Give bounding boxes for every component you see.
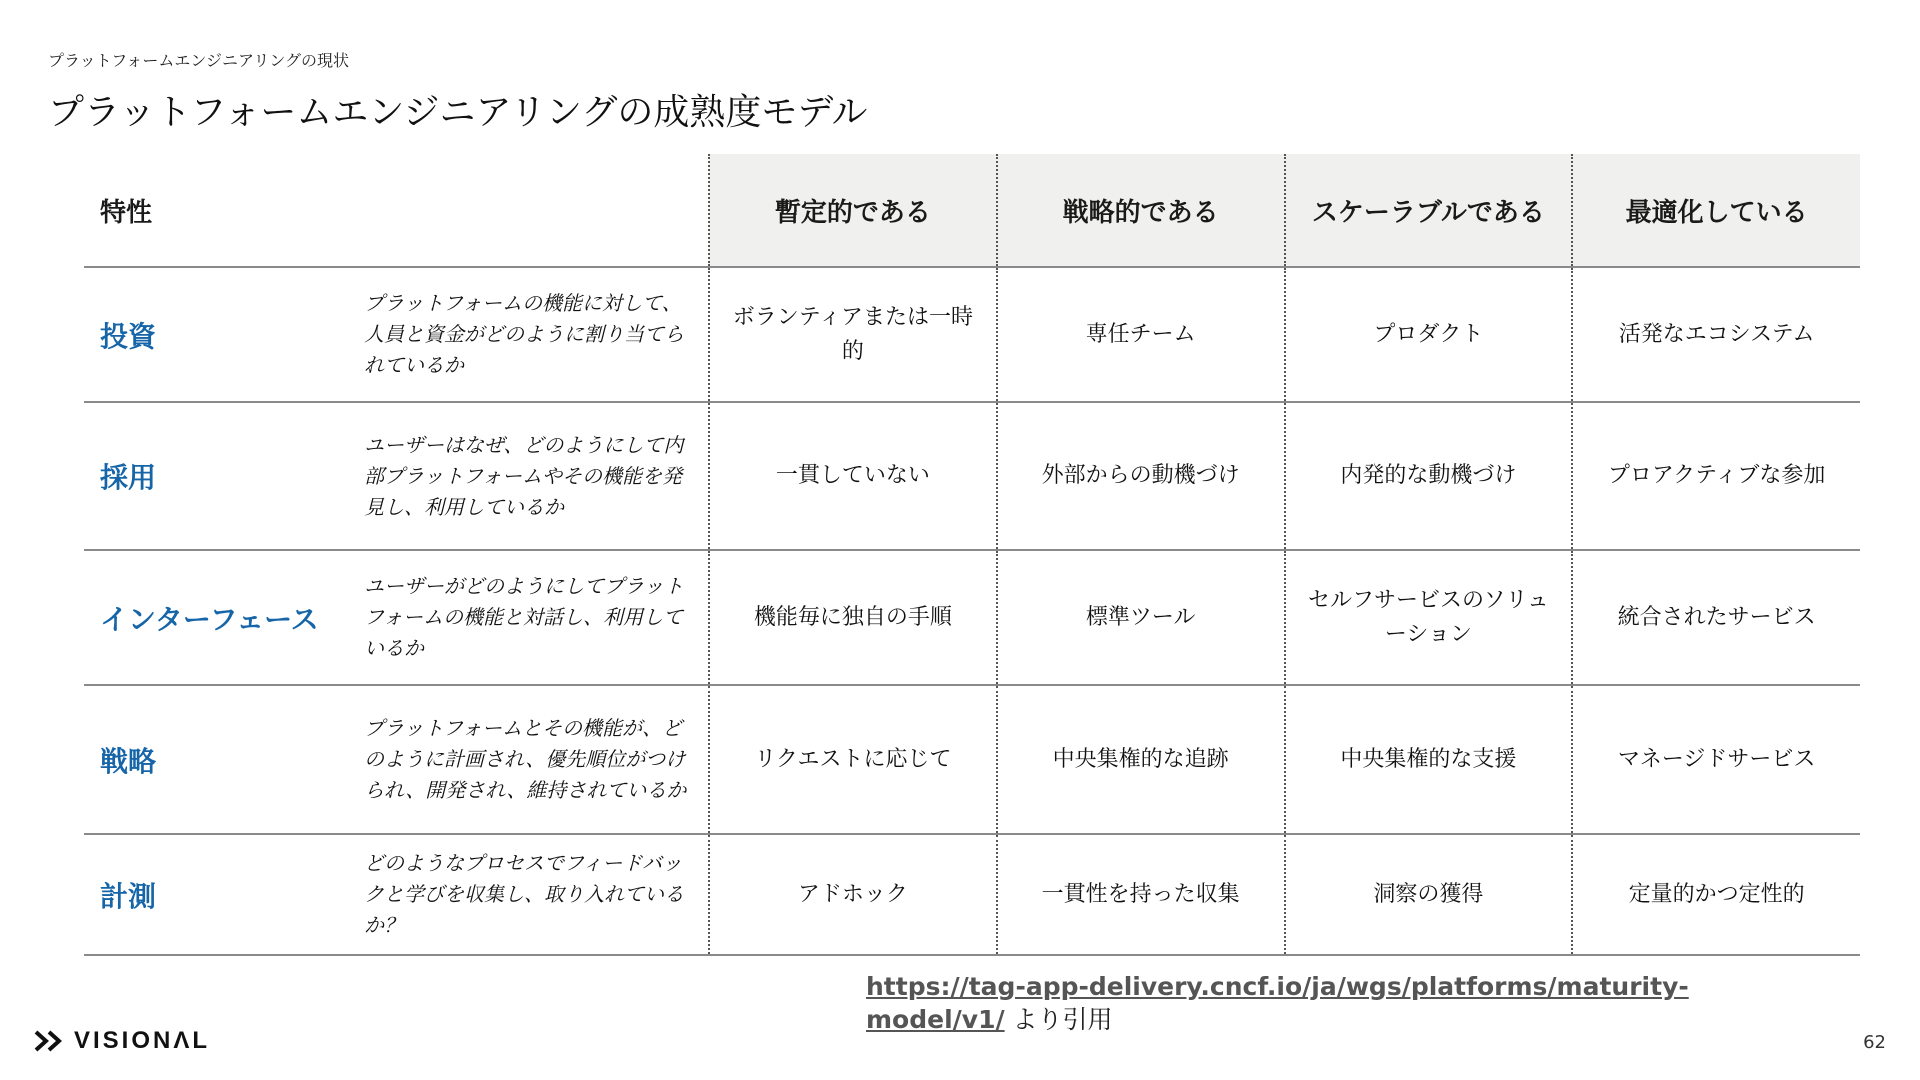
- table-cell: 一貫性を持った収集: [997, 834, 1285, 955]
- table-cell: アドホック: [709, 834, 997, 955]
- header-characteristic: 特性: [84, 154, 709, 267]
- breadcrumb: プラットフォームエンジニアリングの現状: [48, 51, 350, 70]
- header-level-operational: 戦略的である: [997, 154, 1285, 267]
- page-number: 62: [1863, 1032, 1886, 1053]
- source-citation: [866, 970, 1826, 1036]
- row-description: どのようなプロセスでフィードバックと学びを収集し、取り入れているか？: [364, 834, 709, 955]
- table-header-row: [84, 154, 1860, 267]
- table-row-investment: [84, 267, 1860, 402]
- header-level-optimizing: 最適化している: [1572, 154, 1860, 267]
- logo-text: VISIONΛL: [74, 1027, 211, 1054]
- row-description: プラットフォームとその機能が、どのように計画され、優先順位がつけられ、開発され、維持されているか: [364, 685, 709, 834]
- table-cell: 内発的な動機づけ: [1285, 402, 1573, 550]
- visional-logo: [34, 1027, 210, 1055]
- row-description: プラットフォームの機能に対して、人員と資金がどのように割り当てられているか: [364, 267, 709, 402]
- page-title: プラットフォームエンジニアリングの成熟度モデル: [48, 92, 868, 133]
- table-cell: 専任チーム: [997, 267, 1285, 402]
- row-label: 計測: [84, 834, 364, 955]
- table-cell: マネージドサービス: [1572, 685, 1860, 834]
- table-cell: ボランティアまたは一時的: [709, 267, 997, 402]
- table-cell: 活発なエコシステム: [1572, 267, 1860, 402]
- table-cell: 標準ツール: [997, 550, 1285, 685]
- maturity-model-table: [84, 154, 1860, 956]
- table-cell: 定量的かつ定性的: [1572, 834, 1860, 955]
- header-level-provisional: 暫定的である: [709, 154, 997, 267]
- table-cell: プロダクト: [1285, 267, 1573, 402]
- table-row-measurement: [84, 834, 1860, 955]
- row-label: インターフェース: [84, 550, 364, 685]
- row-label: 投資: [84, 267, 364, 402]
- table-cell: 中央集権的な追跡: [997, 685, 1285, 834]
- table-cell: プロアクティブな参加: [1572, 402, 1860, 550]
- table-row-interfaces: [84, 550, 1860, 685]
- source-link[interactable]: https://tag-app-delivery.cncf.io/ja/wgs/platforms/maturity-model/v1/: [866, 972, 1689, 1034]
- source-suffix: より引用: [1004, 1005, 1113, 1034]
- table-cell: 統合されたサービス: [1572, 550, 1860, 685]
- table-row-adoption: [84, 402, 1860, 550]
- header-level-scalable: スケーラブルである: [1285, 154, 1573, 267]
- table-row-operations: [84, 685, 1860, 834]
- row-description: ユーザーがどのようにしてプラットフォームの機能と対話し、利用しているか: [364, 550, 709, 685]
- table-cell: セルフサービスのソリューション: [1285, 550, 1573, 685]
- table-cell: リクエストに応じて: [709, 685, 997, 834]
- row-label: 採用: [84, 402, 364, 550]
- row-description: ユーザーはなぜ、どのようにして内部プラットフォームやその機能を発見し、利用しているか: [364, 402, 709, 550]
- table-cell: 洞察の獲得: [1285, 834, 1573, 955]
- table-cell: 外部からの動機づけ: [997, 402, 1285, 550]
- table-cell: 機能毎に独自の手順: [709, 550, 997, 685]
- double-chevron-right-icon: [34, 1030, 64, 1052]
- row-label: 戦略: [84, 685, 364, 834]
- table-cell: 一貫していない: [709, 402, 997, 550]
- table-cell: 中央集権的な支援: [1285, 685, 1573, 834]
